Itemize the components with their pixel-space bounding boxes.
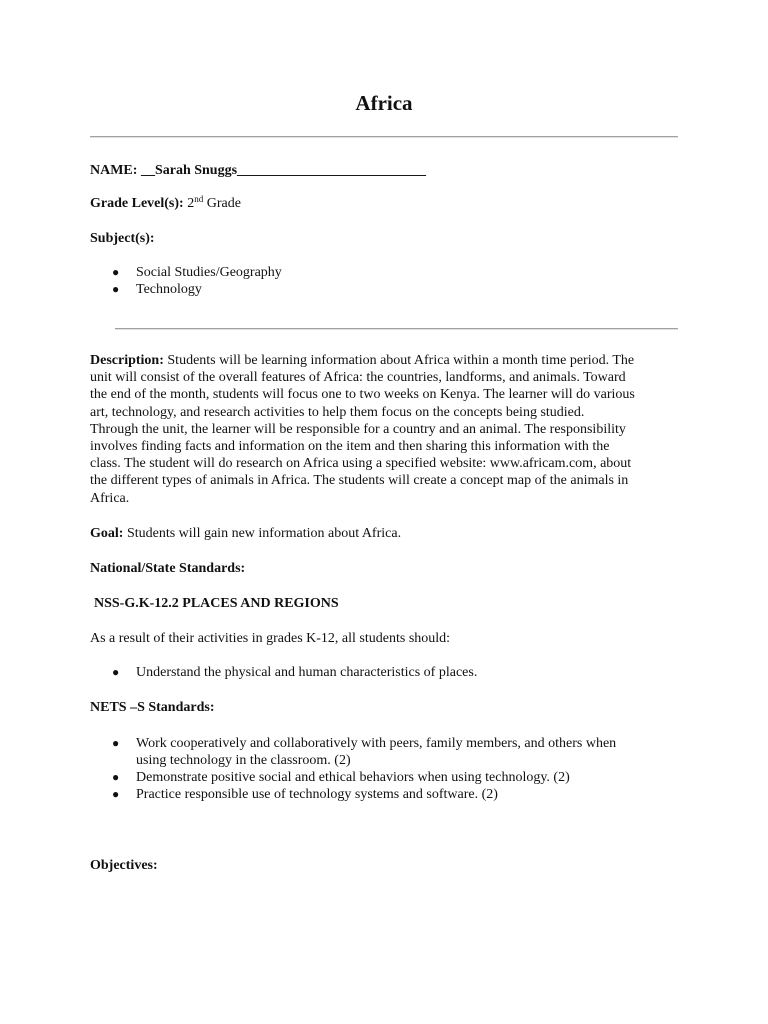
- nets-item-line: Work cooperatively and collaboratively with peers, family members, and others when: [136, 736, 617, 751]
- list-item: [90, 264, 282, 281]
- description-line: class. The student will do research on Africa using a specified website: www.africam.com, about: [90, 456, 632, 472]
- subject-item: Technology: [136, 282, 202, 297]
- nets-heading: NETS –S Standards:: [90, 700, 215, 715]
- subjects-list: [90, 264, 282, 298]
- grade-label: Grade Level(s):: [90, 196, 184, 211]
- bullet-icon: ●: [112, 665, 120, 679]
- subject-item: Social Studies/Geography: [136, 265, 282, 280]
- description-line: Through the unit, the learner will be responsible for a country and an animal. The responsibility: [90, 421, 626, 437]
- section-divider: [115, 328, 678, 330]
- goal-line: [90, 525, 401, 542]
- standard-item: Understand the physical and human characteristics of places.: [136, 665, 478, 680]
- subjects-label: Subject(s):: [90, 231, 155, 246]
- bullet-icon: ●: [112, 787, 120, 801]
- grade-rest: Grade: [203, 196, 241, 211]
- description-line: Africa.: [90, 490, 130, 506]
- standards-intro: As a result of their activities in grades K-12, all students should:: [90, 631, 451, 646]
- description-text: Students will be learning information about Africa within a month time period. The: [163, 353, 635, 368]
- document-title: Africa: [355, 91, 413, 115]
- list-item: [90, 281, 282, 298]
- nets-item-line: Practice responsible use of technology systems and software. (2): [136, 787, 498, 802]
- bullet-icon: ●: [112, 282, 120, 296]
- nets-list: [90, 735, 616, 803]
- goal-text: Students will gain new information about Africa.: [123, 526, 402, 541]
- goal-label: Goal:: [90, 526, 124, 541]
- nets-item-line: using technology in the classroom. (2): [136, 753, 351, 768]
- list-item: [90, 786, 616, 803]
- description-label: Description:: [90, 353, 164, 368]
- bullet-icon: ●: [112, 265, 120, 279]
- grade-number: 2: [187, 196, 195, 211]
- name-line: [90, 162, 426, 179]
- grade-level-line: [90, 195, 241, 212]
- standard-code: NSS-G.K-12.2 PLACES AND REGIONS: [94, 596, 339, 611]
- bullet-icon: ●: [112, 770, 120, 784]
- list-item: [90, 735, 616, 769]
- name-value: __Sarah Snuggs___________________________: [137, 163, 427, 178]
- description-line: [90, 352, 690, 369]
- description-line: the different types of animals in Africa. The students will create a concept map of the animals in: [90, 473, 629, 489]
- bullet-icon: ●: [112, 736, 120, 750]
- nets-item-line: Demonstrate positive social and ethical behaviors when using technology. (2): [136, 770, 570, 785]
- description-line: the end of the month, students will focus one to two weeks on Kenya. The learner will do various: [90, 387, 635, 403]
- name-label: NAME:: [90, 163, 138, 178]
- title-divider: [90, 136, 678, 138]
- description-paragraph: [90, 352, 690, 507]
- grade-suffix: nd: [194, 194, 204, 204]
- description-line: art, technology, and research activities to help them focus on the concepts being studied.: [90, 404, 585, 420]
- national-standards-list: [90, 664, 477, 681]
- list-item: [90, 664, 477, 681]
- list-item: [90, 769, 616, 786]
- objectives-heading: Objectives:: [90, 858, 158, 873]
- description-line: involves finding facts and information on the item and then sharing this information with the: [90, 439, 610, 455]
- national-standards-heading: National/State Standards:: [90, 561, 246, 576]
- description-line: unit will consist of the overall features of Africa: the countries, landforms, and animals. Toward: [90, 370, 626, 386]
